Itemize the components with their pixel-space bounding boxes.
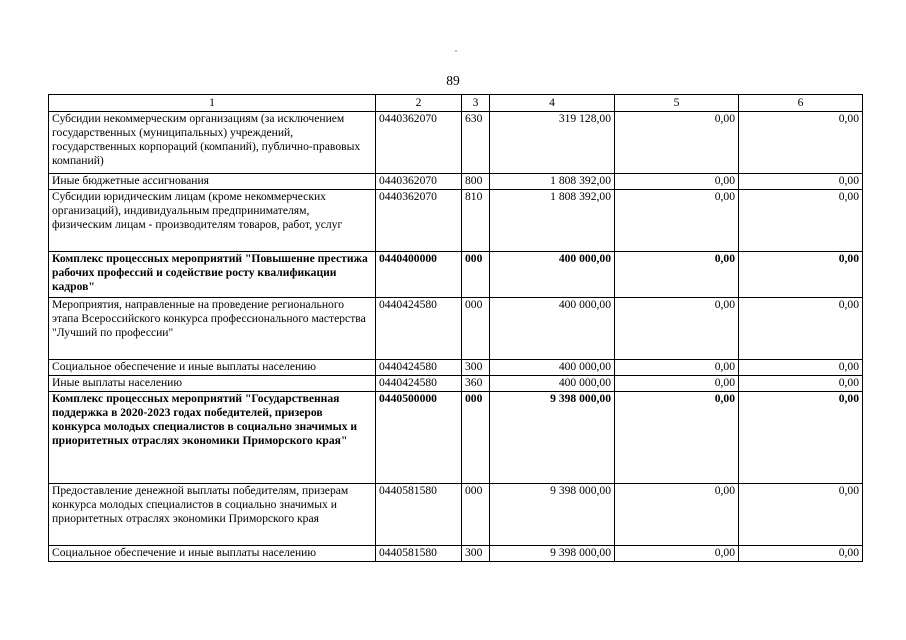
header-col-1: 1 [49, 95, 376, 112]
budget-table [48, 94, 863, 562]
row-name-cell: Социальное обеспечение и иные выплаты населению [49, 360, 376, 376]
table-body [49, 112, 863, 562]
row-value-col4: 400 000,00 [490, 298, 615, 360]
row-value-col4: 9 398 000,00 [490, 484, 615, 546]
row-value-col5: 0,00 [615, 190, 739, 252]
row-value-col4: 400 000,00 [490, 360, 615, 376]
row-value-col6: 0,00 [739, 376, 863, 392]
row-kind-cell: 800 [462, 174, 490, 190]
row-value-col4: 319 128,00 [490, 112, 615, 174]
row-name-cell: Предоставление денежной выплаты победителям, призерам конкурса молодых специалистов в социально значимых и приоритетных отраслях экономики Приморского края [49, 484, 376, 546]
row-kind-cell: 000 [462, 252, 490, 298]
row-value-col5: 0,00 [615, 174, 739, 190]
row-name-cell: Мероприятия, направленные на проведение регионального этапа Всероссийского конкурса профессионального мастерства "Лучший по профессии" [49, 298, 376, 360]
row-name-cell: Субсидии юридическим лицам (кроме некоммерческих организаций), индивидуальным предпринимателям, физическим лицам - производителям товаров, работ, услуг [49, 190, 376, 252]
row-value-col6: 0,00 [739, 112, 863, 174]
table-row [49, 360, 863, 376]
row-name-cell: Иные выплаты населению [49, 376, 376, 392]
table-row [49, 376, 863, 392]
header-col-6: 6 [739, 95, 863, 112]
row-value-col6: 0,00 [739, 190, 863, 252]
row-code-cell: 0440362070 [376, 174, 462, 190]
row-name-cell: Социальное обеспечение и иные выплаты населению [49, 546, 376, 562]
row-kind-cell: 000 [462, 392, 490, 484]
row-code-cell: 0440424580 [376, 360, 462, 376]
row-value-col5: 0,00 [615, 252, 739, 298]
row-value-col6: 0,00 [739, 174, 863, 190]
row-value-col5: 0,00 [615, 298, 739, 360]
row-kind-cell: 630 [462, 112, 490, 174]
table-row [49, 546, 863, 562]
header-col-3: 3 [462, 95, 490, 112]
header-col-5: 5 [615, 95, 739, 112]
row-value-col4: 1 808 392,00 [490, 174, 615, 190]
header-col-4: 4 [490, 95, 615, 112]
row-name-cell: Субсидии некоммерческим организациям (за исключением государственных (муниципальных) учреждений, государственных корпораций (компаний), публично-правовых компаний) [49, 112, 376, 174]
row-code-cell: 0440424580 [376, 298, 462, 360]
row-value-col4: 9 398 000,00 [490, 392, 615, 484]
row-name-cell: Комплекс процессных мероприятий "Повышение престижа рабочих профессий и содействие росту квалификации кадров" [49, 252, 376, 298]
row-code-cell: 0440500000 [376, 392, 462, 484]
table-row [49, 112, 863, 174]
table-row [49, 174, 863, 190]
row-value-col5: 0,00 [615, 484, 739, 546]
row-value-col6: 0,00 [739, 392, 863, 484]
row-value-col4: 1 808 392,00 [490, 190, 615, 252]
row-value-col6: 0,00 [739, 546, 863, 562]
row-code-cell: 0440581580 [376, 546, 462, 562]
table-row [49, 252, 863, 298]
row-value-col5: 0,00 [615, 376, 739, 392]
row-value-col5: 0,00 [615, 392, 739, 484]
row-value-col6: 0,00 [739, 484, 863, 546]
table-row [49, 298, 863, 360]
row-kind-cell: 300 [462, 546, 490, 562]
table-row [49, 190, 863, 252]
row-value-col4: 400 000,00 [490, 376, 615, 392]
row-value-col6: 0,00 [739, 360, 863, 376]
row-kind-cell: 810 [462, 190, 490, 252]
row-code-cell: 0440581580 [376, 484, 462, 546]
row-value-col6: 0,00 [739, 252, 863, 298]
row-code-cell: 0440424580 [376, 376, 462, 392]
table-row [49, 392, 863, 484]
page-number: 89 [446, 73, 460, 88]
row-kind-cell: 000 [462, 484, 490, 546]
row-value-col5: 0,00 [615, 360, 739, 376]
row-code-cell: 0440362070 [376, 190, 462, 252]
row-value-col4: 400 000,00 [490, 252, 615, 298]
header-col-2: 2 [376, 95, 462, 112]
scan-speck [455, 50, 457, 52]
row-value-col5: 0,00 [615, 546, 739, 562]
row-kind-cell: 360 [462, 376, 490, 392]
row-code-cell: 0440400000 [376, 252, 462, 298]
table-row [49, 484, 863, 546]
row-value-col4: 9 398 000,00 [490, 546, 615, 562]
row-code-cell: 0440362070 [376, 112, 462, 174]
header-row [49, 95, 863, 112]
row-value-col5: 0,00 [615, 112, 739, 174]
row-value-col6: 0,00 [739, 298, 863, 360]
row-kind-cell: 300 [462, 360, 490, 376]
row-name-cell: Комплекс процессных мероприятий "Государственная поддержка в 2020-2023 годах победителей, призеров конкурса молодых специалистов в социально значимых и приоритетных отраслях экономики Приморского края" [49, 392, 376, 484]
row-name-cell: Иные бюджетные ассигнования [49, 174, 376, 190]
row-kind-cell: 000 [462, 298, 490, 360]
